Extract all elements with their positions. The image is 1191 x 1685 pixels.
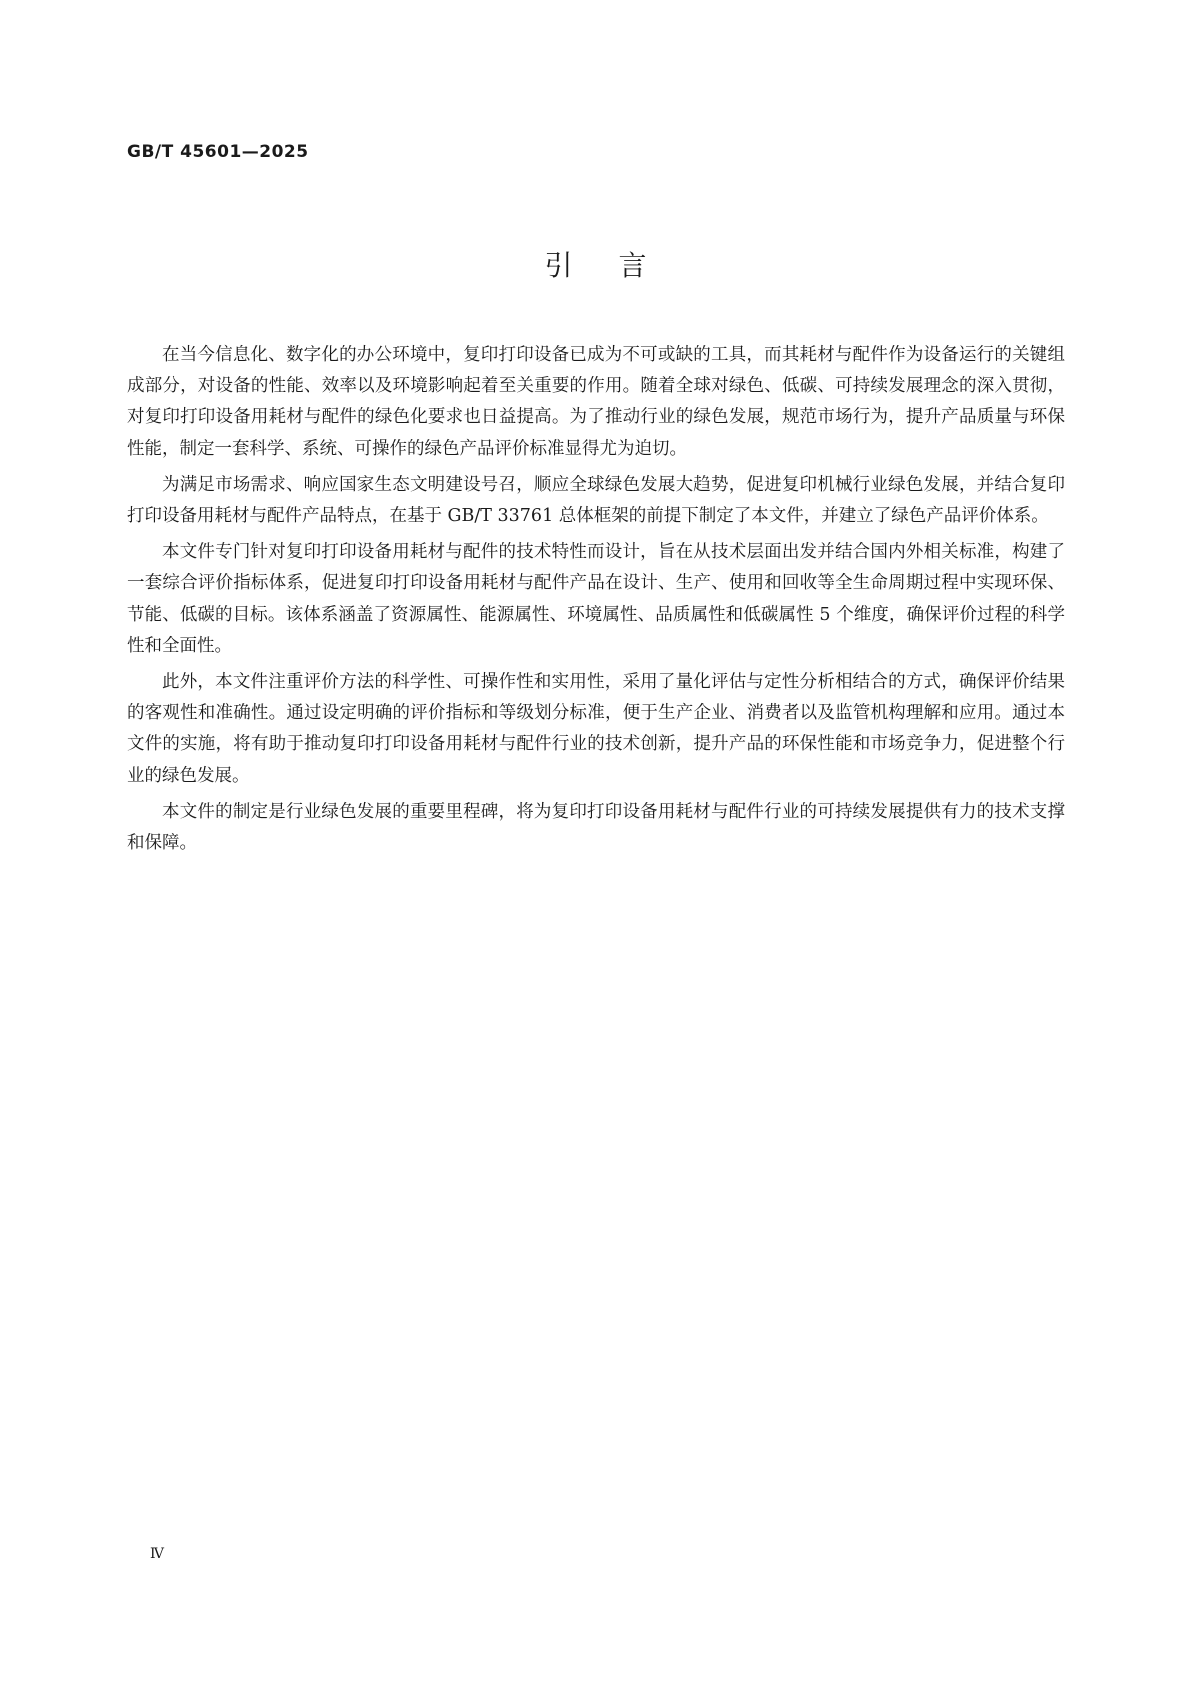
paragraph: 本文件的制定是行业绿色发展的重要里程碑，将为复印打印设备用耗材与配件行业的可持续发展提供有力的技术支撑和保障。 [127,801,1065,854]
section-title: 引言 [544,249,693,282]
paragraph: 此外，本文件注重评价方法的科学性、可操作性和实用性，采用了量化评估与定性分析相结合的方式，确保评价结果的客观性和准确性。通过设定明确的评价指标和等级划分标准，便于生产企业、消费者以及监管机构理解和应用。通过本文件的实施，将有助于推动复印打印设备用耗材与配件行业的技术创新，提升产品的环保性能和市场竞争力，促进整个行业的绿色发展。 [127,672,1065,786]
paragraph: 在当今信息化、数字化的办公环境中，复印打印设备已成为不可或缺的工具，而其耗材与配件作为设备运行的关键组成部分，对设备的性能、效率以及环境影响起着至关重要的作用。随着全球对绿色、低碳、可持续发展理念的深入贯彻，对复印打印设备用耗材与配件的绿色化要求也日益提高。为了推动行业的绿色发展，规范市场行为，提升产品质量与环保性能，制定一套科学、系统、可操作的绿色产品评价标准显得尤为迫切。 [127,345,1065,459]
page-number: Ⅳ [150,1546,164,1562]
paragraph: 本文件专门针对复印打印设备用耗材与配件的技术特性而设计，旨在从技术层面出发并结合国内外相关标准，构建了一套综合评价指标体系，促进复印打印设备用耗材与配件产品在设计、生产、使用和回收等全生命周期过程中实现环保、节能、低碳的目标。该体系涵盖了资源属性、能源属性、环境属性、品质属性和低碳属性 5 个维度，确保评价过程的科学性和全面性。 [127,542,1065,656]
standard-code-header: GB/T 45601—2025 [127,142,309,162]
paragraph: 为满足市场需求、响应国家生态文明建设号召，顺应全球绿色发展大趋势，促进复印机械行业绿色发展，并结合复印打印设备用耗材与配件产品特点，在基于 GB/T 33761 总体框架的前提下制定了本文件，并建立了绿色产品评价体系。 [127,474,1065,527]
body-text [127,340,1065,864]
